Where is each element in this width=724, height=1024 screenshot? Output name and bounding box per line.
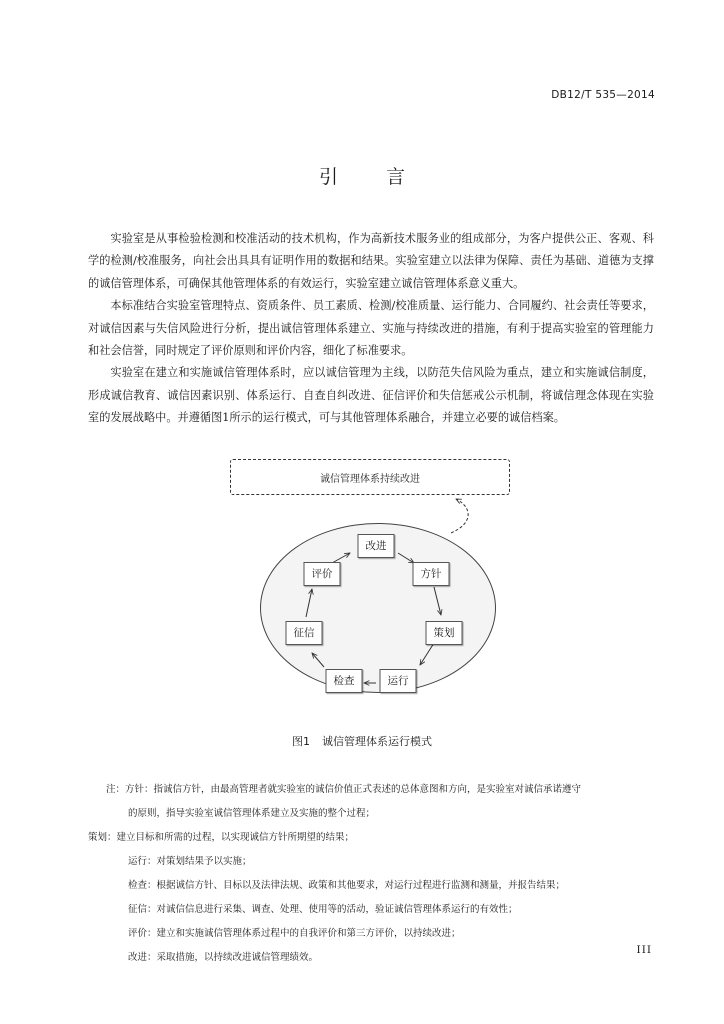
node-check: 检查 — [326, 669, 363, 693]
continuous-improvement-label: 诚信管理体系持续改进 — [320, 474, 420, 485]
note-text: 方针：指诚信方针，由最高管理者就实验室的诚信价值正式表述的总体意图和方向，是实验室对诚信承诺遵守 — [125, 784, 582, 795]
node-improve: 改进 — [358, 534, 395, 558]
node-operate: 运行 — [380, 669, 417, 693]
intro-paragraph-1: 实验室是从事检验检测和校准活动的技术机构，作为高新技术服务业的组成部分，为客户提供公正、客观、科学的检测/校准服务，向社会出具具有证明作用的数据和结果。实验室建立以法律为保障、责任为基础、道德为支撑的诚信管理体系，可确保其他管理体系的有效运行，实验室建立诚信管理体系意义重大。 — [88, 232, 654, 290]
node-policy: 方针 — [413, 562, 450, 586]
arrow-policy-to-plan — [434, 587, 441, 615]
arrow-credit-to-evaluate — [306, 589, 312, 617]
arrow-plan-to-operate — [420, 643, 434, 665]
standard-code: DB12/T 535—2014 — [551, 89, 655, 101]
title-char-2: 言 — [386, 166, 406, 188]
node-evaluate: 评价 — [304, 562, 341, 586]
title-char-1: 引 — [318, 166, 338, 188]
note-line: 运行：对策划结果予以实施； — [128, 856, 252, 867]
note-line: 改进：采取措施，以持续改进诚信管理绩效。 — [128, 952, 319, 963]
note-line — [88, 778, 668, 802]
note-prefix: 注： — [106, 784, 126, 795]
intro-paragraph-2: 本标准结合实验室管理特点、资质条件、员工素质、检测/校准质量、运行能力、合同履约、社会责任等要求，对诚信因素与失信风险进行分析，提出诚信管理体系建立、实施与持续改进的措施，有利于提高实验室的管理能力和社会信誉，同时规定了评价原则和评价内容，细化了标准要求。 — [88, 299, 654, 358]
figure-title: 诚信管理体系运行模式 — [322, 735, 432, 748]
page-number: III — [636, 944, 652, 956]
node-credit: 征信 — [286, 621, 323, 645]
arrow-check-to-credit — [312, 653, 324, 667]
figure-operation-model — [226, 455, 516, 695]
page-title — [0, 162, 724, 189]
figure-number: 图1 — [292, 735, 310, 748]
note-line: 征信：对诚信信息进行采集、调查、处理、使用等的活动，验证诚信管理体系运行的有效性； — [128, 904, 518, 915]
arrow-improve-to-cloud — [451, 499, 468, 533]
figure-caption — [0, 733, 724, 749]
node-plan: 策划 — [426, 621, 463, 645]
note-line: 评价：建立和实施诚信管理体系过程中的自我评价和第三方评价，以持续改进； — [128, 928, 461, 939]
intro-paragraph-3: 实验室在建立和实施诚信管理体系时，应以诚信管理为主线，以防范失信风险为重点，建立和实施诚信制度，形成诚信教育、诚信因素识别、体系运行、自查自纠改进、征信评价和失信惩戒公示机制，将诚信理念体现在实验室的发展战略中。并遵循图1所示的运行模式，可与其他管理体系融合，并建立必要的诚信档案。 — [88, 366, 654, 425]
note-line: 检查：根据诚信方针、目标以及法律法规、政策和其他要求，对运行过程进行监测和测量，并报告结果； — [128, 880, 566, 891]
note-line: 策划：建立目标和所需的过程，以实现诚信方针所期望的结果； — [88, 832, 355, 843]
note-line: 的原则，指导实验室诚信管理体系建立及实施的整个过程； — [128, 808, 376, 819]
cycle-arrows — [226, 455, 516, 695]
intro-section — [88, 228, 654, 430]
notes-section — [88, 778, 668, 970]
